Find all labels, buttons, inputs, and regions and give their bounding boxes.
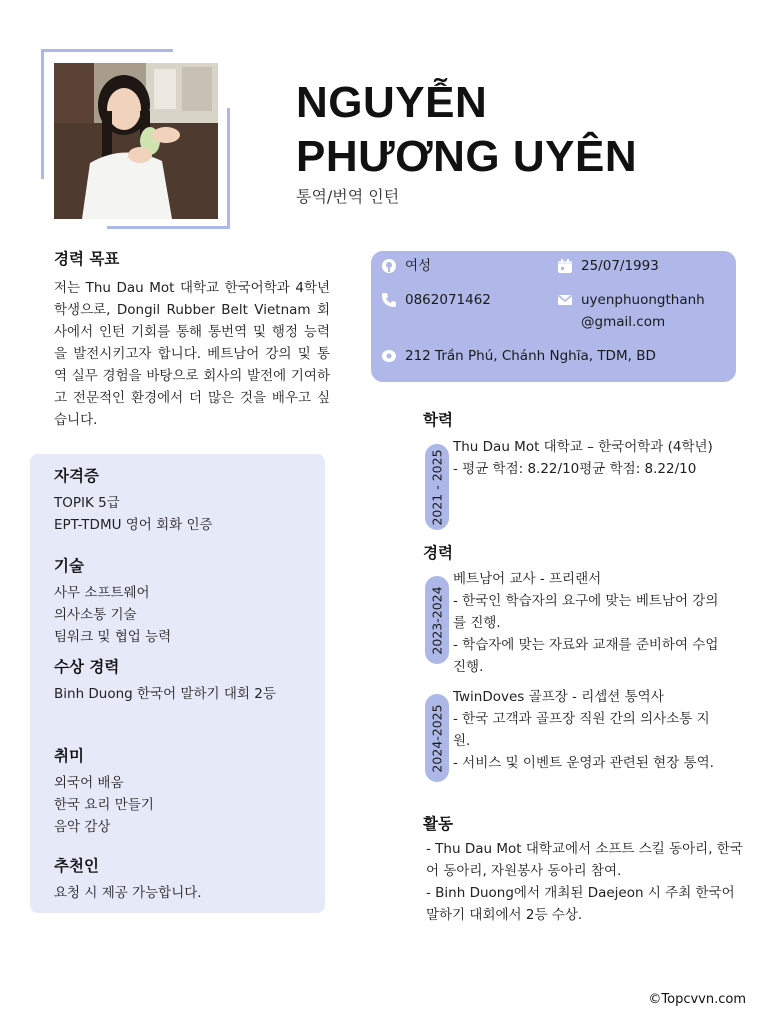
gender-item [381,255,431,277]
gender-value: 여성 [405,258,432,274]
education-title: 학력 [423,411,453,429]
name-line-2: PHƯƠNG UYÊN [296,132,638,181]
experience-title: 경력 [423,544,453,562]
address-item [381,345,656,367]
education-section [423,408,453,430]
profile-photo [54,63,218,219]
education-years-pill [425,444,449,530]
email-line-2: @gmail.com [581,314,666,330]
references-text: 요청 시 제공 가능합니다. [54,885,202,901]
email-icon [557,292,573,308]
skills-title: 기술 [54,557,84,575]
skills-section [54,554,314,648]
award-item: Binh Duong 한국어 말하기 대회 2등 [54,686,276,702]
experience-line: - 학습자에 맞는 자료와 교재를 준비하여 수업 진행. [453,637,719,675]
hobby-item: 한국 요리 만들기 [54,797,154,813]
experience-line: - 한국 고객과 골프장 직원 간의 의사소통 지원. [453,711,710,749]
hobbies-section [54,744,314,838]
hobby-item: 음악 감상 [54,819,111,835]
skill-item: 의사소통 기술 [54,607,137,623]
certificate-item: TOPIK 5급 [54,495,120,511]
job-title: 통역/번역 인턴 [296,187,400,206]
skill-item: 사무 소프트웨어 [54,585,150,601]
experience-years: 2023-2024 [429,585,445,655]
photo-frame-right [227,108,230,229]
awards-section [54,655,314,705]
photo-frame-top [43,49,173,52]
experience-line: - 한국인 학습자의 요구에 맞는 베트남어 강의를 진행. [453,593,719,631]
experience-line: TwinDoves 골프장 - 리셉션 통역사 [453,689,664,705]
calendar-icon [557,258,573,274]
experience-years: 2024-2025 [429,703,445,773]
experience-years-pill [425,576,449,664]
activities-title: 활동 [423,815,453,833]
activity-line: - Thu Dau Mot 대학교에서 소프트 스킬 동아리, 한국어 동아리, 자원봉사 동아리 참여. [426,841,743,879]
phone-item [381,289,491,311]
birthdate-item [557,255,659,277]
objective-section [54,247,330,431]
photo-frame-left [41,49,44,179]
experience-details [453,568,723,678]
certificates-section [54,464,314,536]
activities-section [423,812,453,834]
experience-section [423,541,453,563]
location-icon [381,348,397,364]
birthdate-value: 25/07/1993 [581,258,659,274]
skill-item: 팀워크 및 협업 능력 [54,629,172,645]
sidebar-panel [30,454,325,913]
activity-line: - Binh Duong에서 개최된 Daejeon 시 주최 한국어 말하기 대회에서 2등 수상. [426,885,735,923]
name-line-1: NGUYỄN [296,78,488,127]
email-line-1: uyenphuongthanh [581,292,705,308]
phone-icon [381,292,397,308]
objective-text: 저는 Thu Dau Mot 대학교 한국어학과 4학년 학생으로, Dongil Rubber Belt Vietnam 회사에서 인턴 기회를 통해 통번역 및 행정 능력을 발전시키고자 합니다. 베트남어 강의 및 통역 실무 경험을 바탕으로 회사의 발전에 기여하고 전문적인 환경에서 더 많은 것을 배우고 싶습니다. [54,280,330,428]
email-item [557,289,705,333]
phone-value[interactable]: 0862071462 [405,292,491,308]
experience-years-pill [425,694,449,782]
references-section [54,854,314,904]
address-value: 212 Trần Phú, Chánh Nghĩa, TDM, BD [405,348,656,364]
education-line: Thu Dau Mot 대학교 – 한국어학과 (4학년) [453,439,713,455]
references-title: 추천인 [54,857,99,875]
contact-panel [371,251,736,382]
experience-line: - 서비스 및 이벤트 운영과 관련된 현장 통역. [453,755,714,771]
education-line: - 평균 학점: 8.22/10평균 학점: 8.22/10 [453,461,697,477]
footer-credit: ©Topcvvn.com [648,992,746,1007]
certificates-title: 자격증 [54,467,99,485]
photo-frame-bottom [107,226,230,229]
certificate-item: EPT-TDMU 영어 회화 인증 [54,517,213,533]
candidate-name [296,76,637,184]
hobbies-title: 취미 [54,747,84,765]
email-value[interactable] [581,289,705,333]
experience-line: 베트남어 교사 - 프리랜서 [453,571,602,587]
experience-details [453,686,723,774]
objective-title: 경력 목표 [54,250,120,268]
education-details [453,436,723,480]
hobby-item: 외국어 배움 [54,775,124,791]
education-years: 2021 - 2025 [429,448,445,526]
awards-title: 수상 경력 [54,658,120,676]
activities-details [426,838,751,926]
gender-icon [381,258,397,274]
